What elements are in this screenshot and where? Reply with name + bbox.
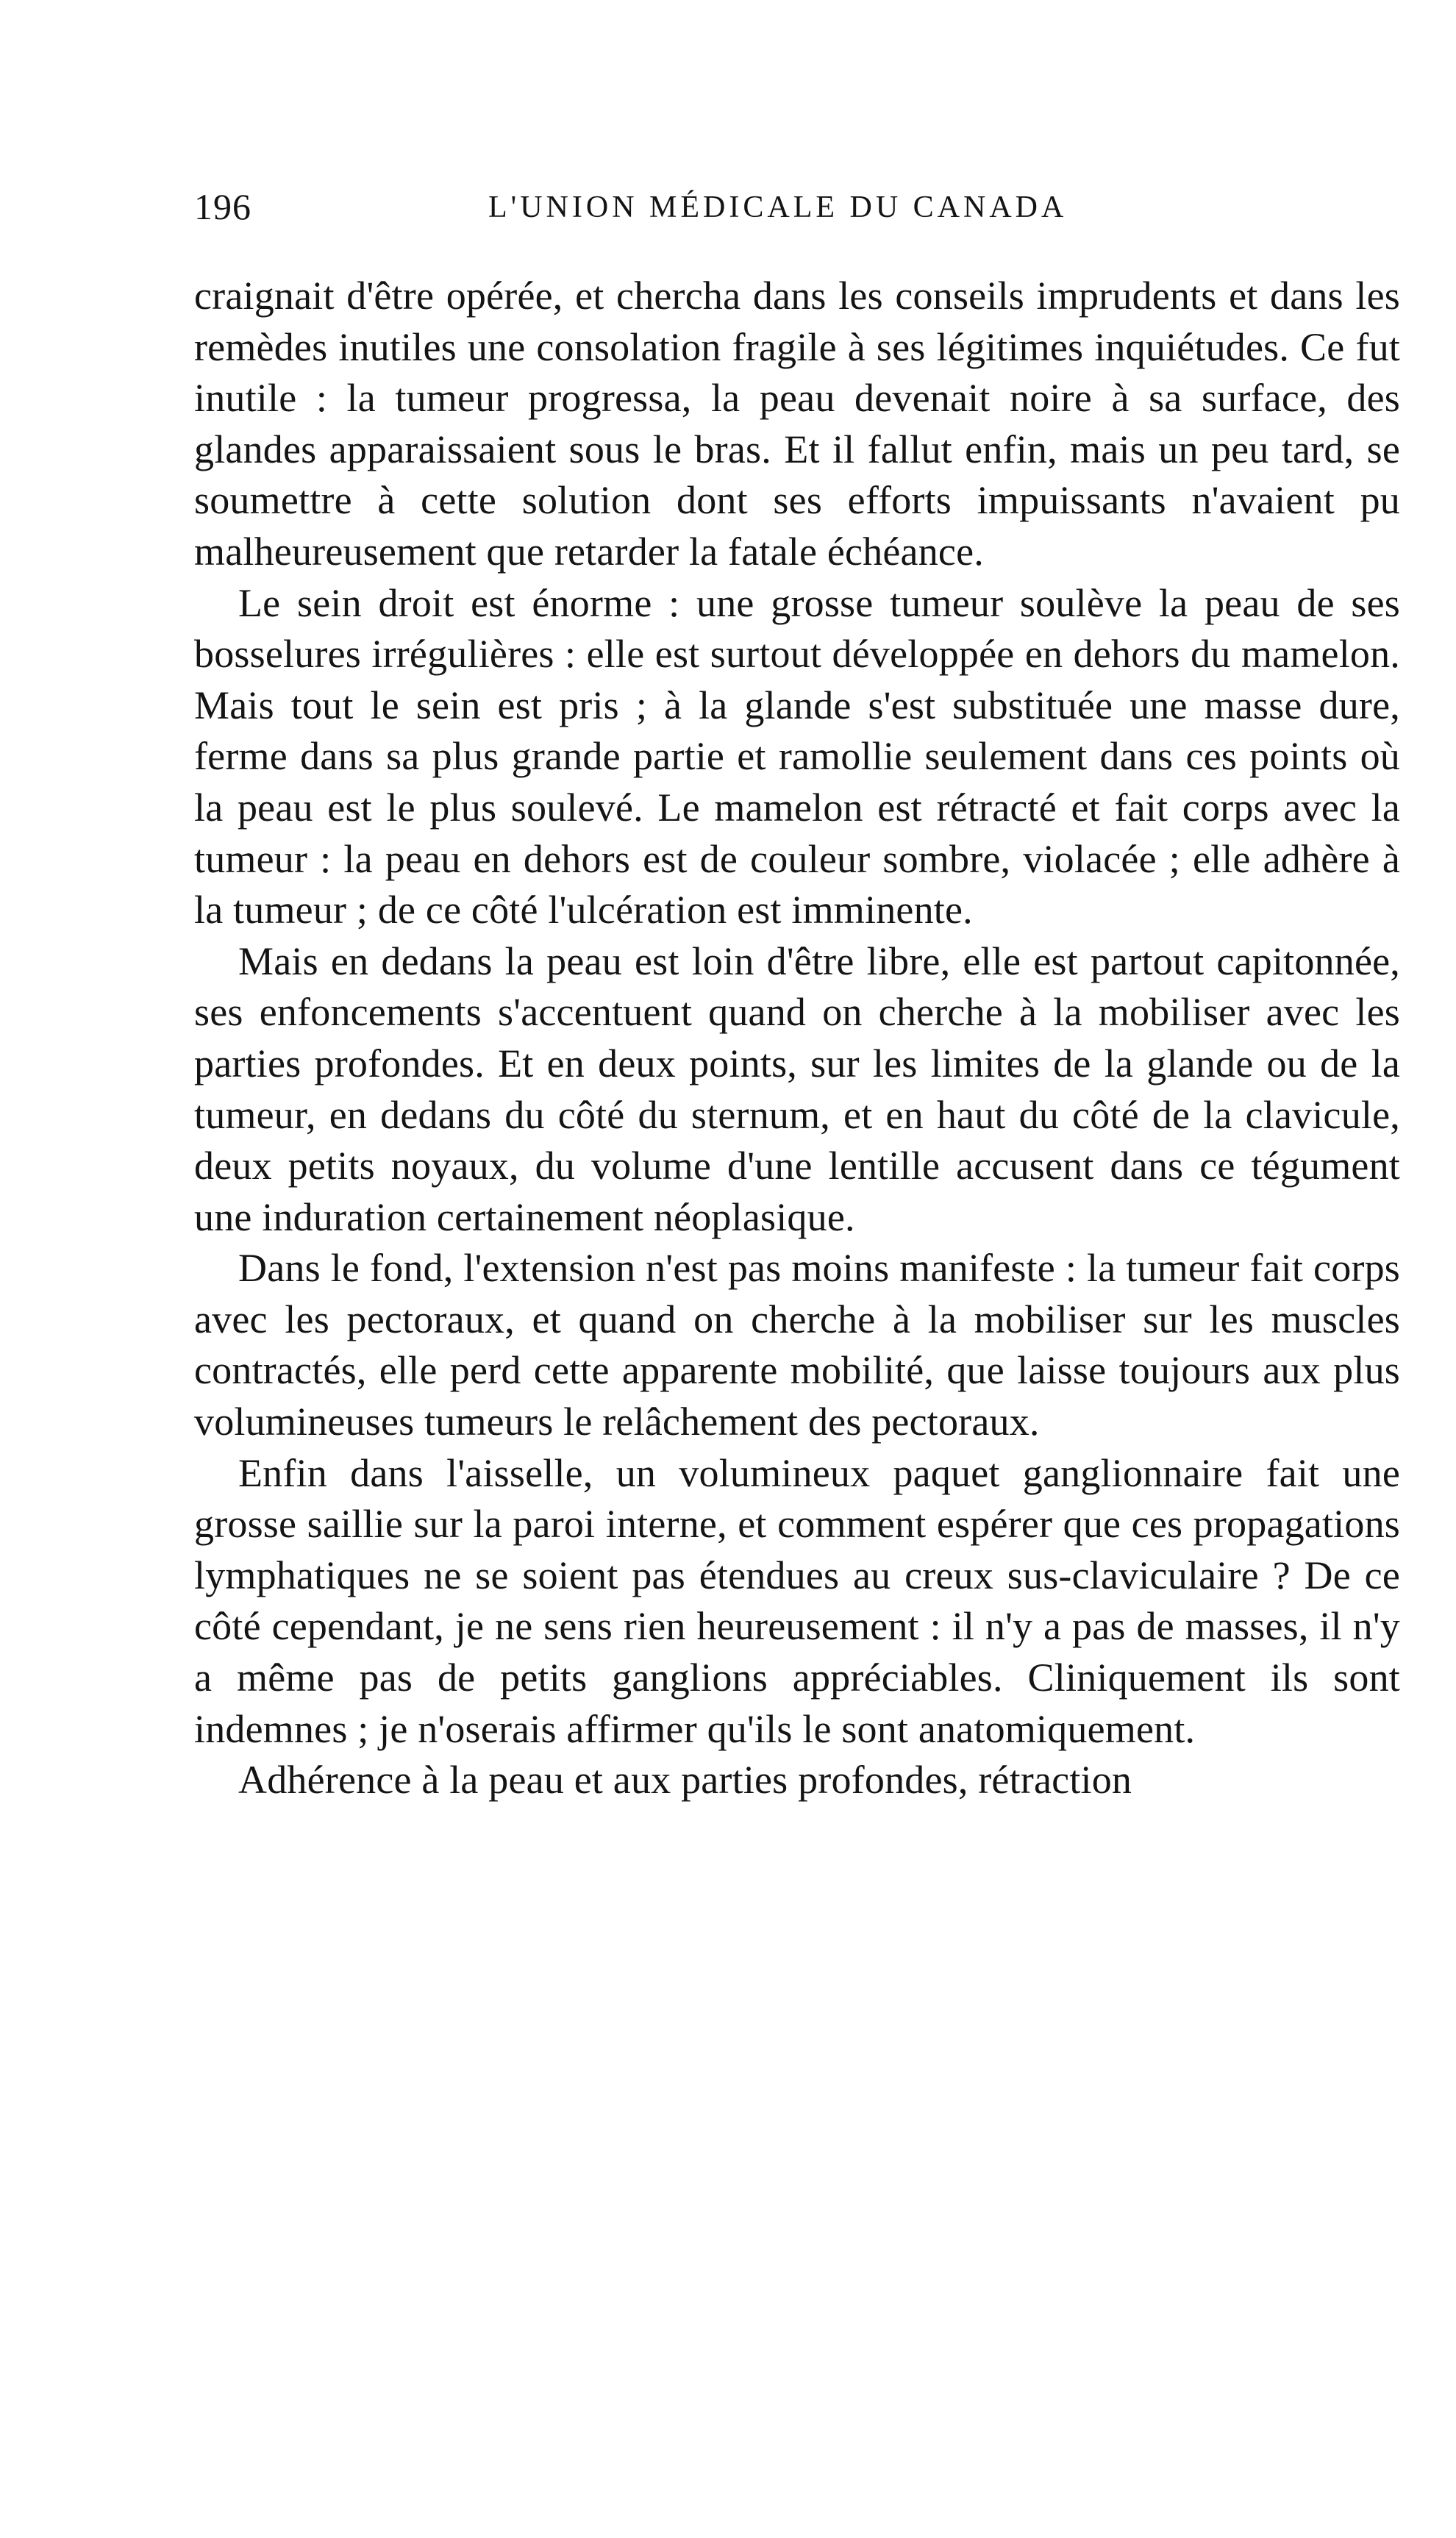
page-number: 196 xyxy=(194,186,251,227)
paragraph: craignait d'être opérée, et chercha dans les conseils imprudents et dans les remèdes inutiles une consolation fragile à ses légitimes inquiétudes. Ce fut inutile : la tumeur progressa, la peau devenait noire à sa surface, des glandes apparaissaient sous le bras. Et il fallut enfin, mais un peu tard, se soumettre à cette solution dont ses efforts impuissants n'avaient pu malheureusement que retarder la fatale échéance. xyxy=(194,274,1400,574)
paragraph: Mais en dedans la peau est loin d'être libre, elle est partout capitonnée, ses enfoncements s'accentuent quand on cherche à la mobiliser avec les parties profondes. Et en deux points, sur les limites de la glande ou de la tumeur, en dedans du côté du sternum, et en haut du côté de la clavicule, deux petits noyaux, du volume d'une lentille accusent dans ce tégument une induration certainement néoplasique. xyxy=(194,938,1400,1239)
paragraph: Dans le fond, l'extension n'est pas moins manifeste : la tumeur fait corps avec les pectoraux, et quand on cherche à la mobiliser sur les muscles contractés, elle perd cette apparente mobilité, que laisse toujours aux plus volumineuses tumeurs le relâchement des pectoraux. xyxy=(194,1246,1400,1444)
paragraph: Adhérence à la peau et aux parties profondes, rétraction xyxy=(238,1758,1132,1803)
paragraph: Enfin dans l'aisselle, un volumineux paquet ganglionnaire fait une grosse saillie sur la paroi interne, et comment espérer que ces propagations lymphatiques ne se soient pas étendues au creux sus-claviculaire ? De ce côté cependant, je ne sens rien heureusement : il n'y a pas de masses, il n'y a même pas de petits ganglions appréciables. Cliniquement ils sont indemnes ; je n'oserais affirmer qu'ils le sont anatomiquement. xyxy=(194,1450,1400,1751)
page-header xyxy=(194,185,1400,244)
body-text xyxy=(194,271,1400,1806)
running-title: L'UNION MÉDICALE DU CANADA xyxy=(488,190,1068,224)
paragraph: Le sein droit est énorme : une grosse tumeur soulève la peau de ses bosselures irrégulières : elle est surtout développée en dehors du mamelon. Mais tout le sein est pris ; à la glande s'est substituée une masse dure, ferme dans sa plus grande partie et ramollie seulement dans ces points où la peau est le plus soulevé. Le mamelon est rétracté et fait corps avec la tumeur : la peau en dehors est de couleur sombre, violacée ; elle adhère à la tumeur ; de ce côté l'ulcération est imminente. xyxy=(194,580,1400,933)
